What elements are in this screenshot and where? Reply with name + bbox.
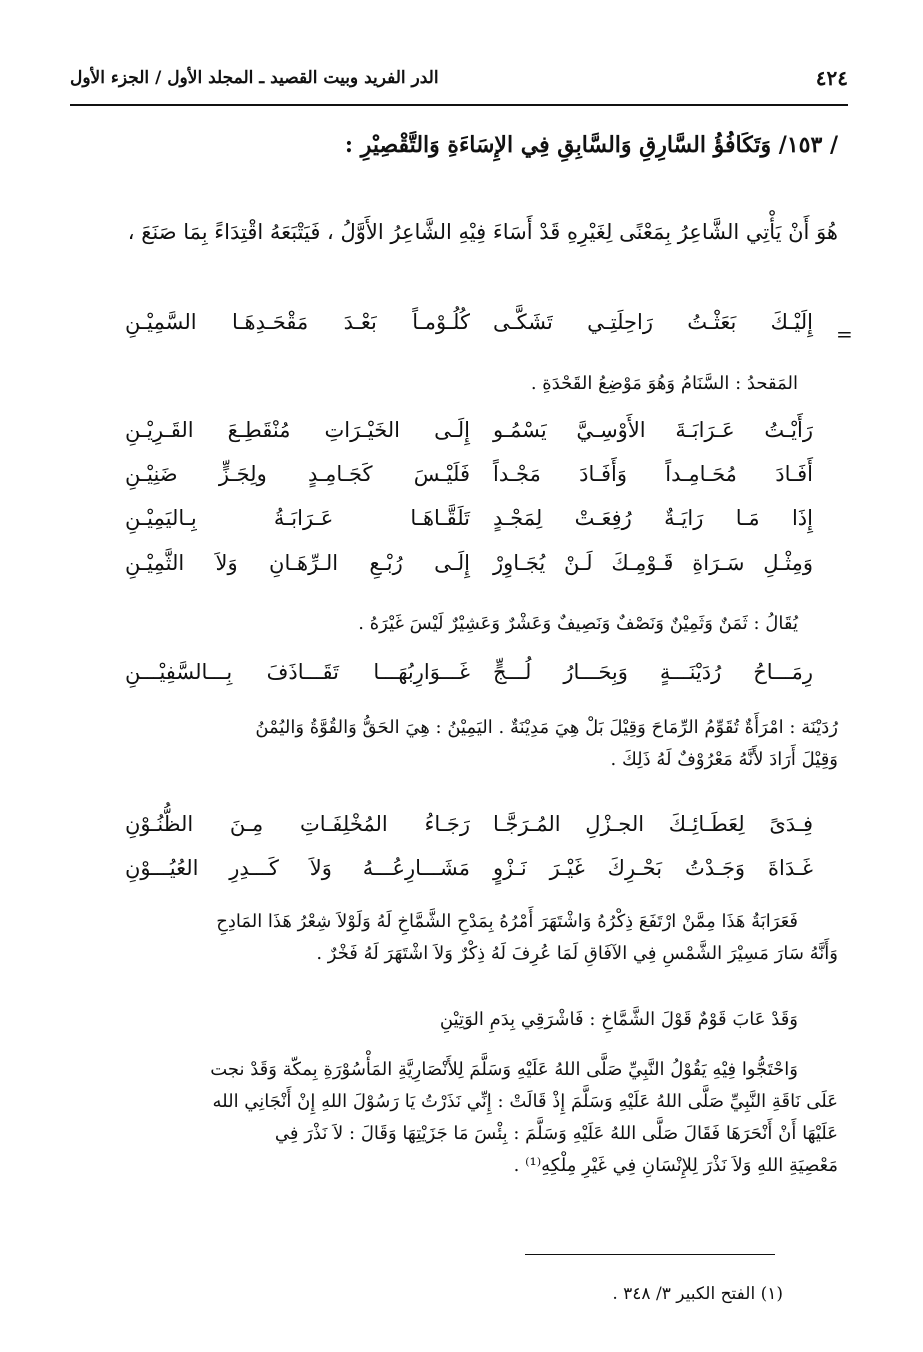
verse-line <box>125 660 813 700</box>
paragraph-shammakh: وَقَدْ عَابَ قَوْمٌ قَوْلَ الشَّمَّاخِ : فَاشْرَقِي بِدَمِ الوَتِيْنِ <box>439 1009 798 1030</box>
verse-line <box>125 506 813 546</box>
verse-line <box>125 418 813 458</box>
verse-line <box>125 310 813 350</box>
verse-second-hemistich: فَلَيْـسَ كَجَـامِـدٍ ولِجَـزٍّ ضَنِيْـنِ <box>125 462 470 486</box>
paragraph-araba: فَعَرَابَةُ هَذَا مِمَّنْ ارْتَفَعَ ذِكْرُهُ وَاشْتَهَرَ أَمْرُهُ بِمَدْحِ الشَّمَّاخِ لَهُ وَلَوْلاَ شِعْرُ هَذَا المَادِحِ وَأَنَّهُ سَارَ مَسِيْرَ الشَّمْسِ فِي الآفَاقِ لَمَا عُرِفَ لَهُ ذِكْرٌ وَلاَ اشْتَهَرَ لَهُ فَخْرٌ . <box>216 911 838 964</box>
verse-line <box>125 551 813 591</box>
margin-mark: = <box>836 322 853 346</box>
running-title: الدر الفريد وبيت القصيد ـ المجلد الأول / الجزء الأول <box>70 68 439 88</box>
verse-first-hemistich: رِمَـــاحُ رُدَيْنَـــةٍ وَبِحَـــارُ لُـــجٍّ <box>493 660 813 684</box>
verse-first-hemistich: إِذَا مَـا رَايَـةٌ رُفِعَـتْ لِمَجْـدٍ <box>493 506 813 530</box>
verse-second-hemistich: إِلَـى رُبْـعِ الـرِّهَـانِ وَلاَ الثَّمِيْـنِ <box>125 551 470 575</box>
verse-first-hemistich: وَمِثْـلِ سَـرَاةِ قَـوْمِـكَ لَـنْ يُجَـاوِرْ <box>493 551 813 575</box>
verse-second-hemistich: غَـــوَارِبُهَـــا تَقَـــاذَفَ بِـــالسَّفِيْـــنِ <box>125 660 470 684</box>
verse-second-hemistich: مَشَـــارِعُـــهُ وَلاَ كَـــدِرِ العُيُـــوْنِ <box>125 856 470 880</box>
verse-second-hemistich: رَجَـاءُ المُخْلِفَـاتِ مِـنَ الظُّنُـوْنِ <box>125 812 470 836</box>
page-number: ٤٢٤ <box>815 66 848 90</box>
section-title: / ١٥٣/ وَتَكَافُؤُ السَّارِقِ وَالسَّابِقِ فِي الإِسَاءَةِ وَالتَّقْصِيْرِ : <box>344 132 838 158</box>
verse-first-hemistich: فِـدَىً لِعَطَـائِـكَ الجـزْلِ المُـرَجَّـا <box>493 812 813 836</box>
page-header <box>70 58 848 98</box>
note-maqhad: المَقحدُ : السَّنَامُ وَهُوَ مَوْضِعُ القَحْدَةِ . <box>530 373 798 394</box>
footnote-rule <box>525 1254 775 1255</box>
verse-first-hemistich: رَأَيْـتُ عَـرَابَـةَ الأَوْسِـيَّ يَسْمُـو <box>493 418 813 442</box>
verse-first-hemistich: أَفَـادَ مُحَـامِـداً وَأَفَـادَ مَجْـداً <box>493 462 813 486</box>
verse-line <box>125 462 813 502</box>
verse-first-hemistich: غَـدَاةَ وَجَـدْتُ بَحْـرِكَ غَيْـرَ نَـزْوٍ <box>493 856 813 880</box>
footnote: (١) الفتح الكبير ٣/ ٣٤٨ . <box>612 1284 783 1304</box>
note-rudayna: رُدَيْنَة : امْرَأَةٌ تُقَوِّمُ الرِّمَاحَ وَقِيْلَ بَلْ هِيَ مَدِيْنَةٌ . اليَمِيْنُ : هِيَ الحَقُّ وَالقُوَّةُ وَاليُمْنُ وَقِيْلَ أَرَادَ لأَنَّهُ مَعْرُوْفٌ لَهُ ذَلِكَ . <box>255 717 838 770</box>
verse-second-hemistich: كُلُـوْمـاً بَعْـدَ مَقْحَـدِهَـا السَّمِيْـنِ <box>125 310 470 334</box>
header-rule <box>70 104 848 106</box>
verse-line <box>125 812 813 852</box>
verse-first-hemistich: إِلَيْـكَ بَعَثْـتُ رَاحِلَتِـي تَشَكَّـى <box>493 310 813 334</box>
section-intro: هُوَ أَنْ يَأْتِي الشَّاعِرُ بِمَعْنًى لِغَيْرِهِ قَدْ أَسَاءَ فِيْهِ الشَّاعِرُ الأَوَّلُ ، فَيَتْبَعَهُ اقْتِدَاءً بِمَا صَنَعَ ، <box>127 220 838 244</box>
paragraph-hadith: وَاحْتَجُّوا فِيْهِ يَقُوْلُ النَّبِيِّ صَلَّى اللهُ عَلَيْهِ وَسَلَّمَ لِلأَنْصَارِيَّةِ المَأْسُوْرَةِ بِمكّة وَقَدْ نجت عَلَى نَاقَةِ النَّبِيِّ صَلَّى اللهُ عَلَيْهِ وَسَلَّمَ إِذْ قَالَتْ : إِنِّي نَذَرْتُ يَا رَسُوْلَ اللهِ إِنْ أَنْجَانِي الله عَلَيْهَا أَنْ أَنْحَرَهَا فَقَالَ صَلَّى اللهُ عَلَيْهِ وَسَلَّمَ : بِئْسَ مَا جَزَيْتِهَا وَقَالَ : لاَ نَذْرَ فِي مَعْصِيَةِ اللهِ وَلاَ نَذْرَ لِلإِنْسَانِ فِي غَيْرِ مِلْكِهِ⁽¹⁾ . <box>210 1059 838 1176</box>
note-thamin: يُقَالُ : ثَمَنٌ وَثَمِيْنٌ وَنَصْفٌ وَنَصِيفٌ وَعَشْرٌ وَعَشِيْرٌ لَيْسَ غَيْرَهُ . <box>358 613 798 634</box>
verse-second-hemistich: تَلَقَّـاهَـا عَـرَابَـةُ بِـاليَمِيْـنِ <box>125 506 470 530</box>
verse-second-hemistich: إِلَـى الخَيْـرَاتِ مُنْقَطِـعَ القَـرِيْـنِ <box>125 418 470 442</box>
verse-line <box>125 856 813 896</box>
